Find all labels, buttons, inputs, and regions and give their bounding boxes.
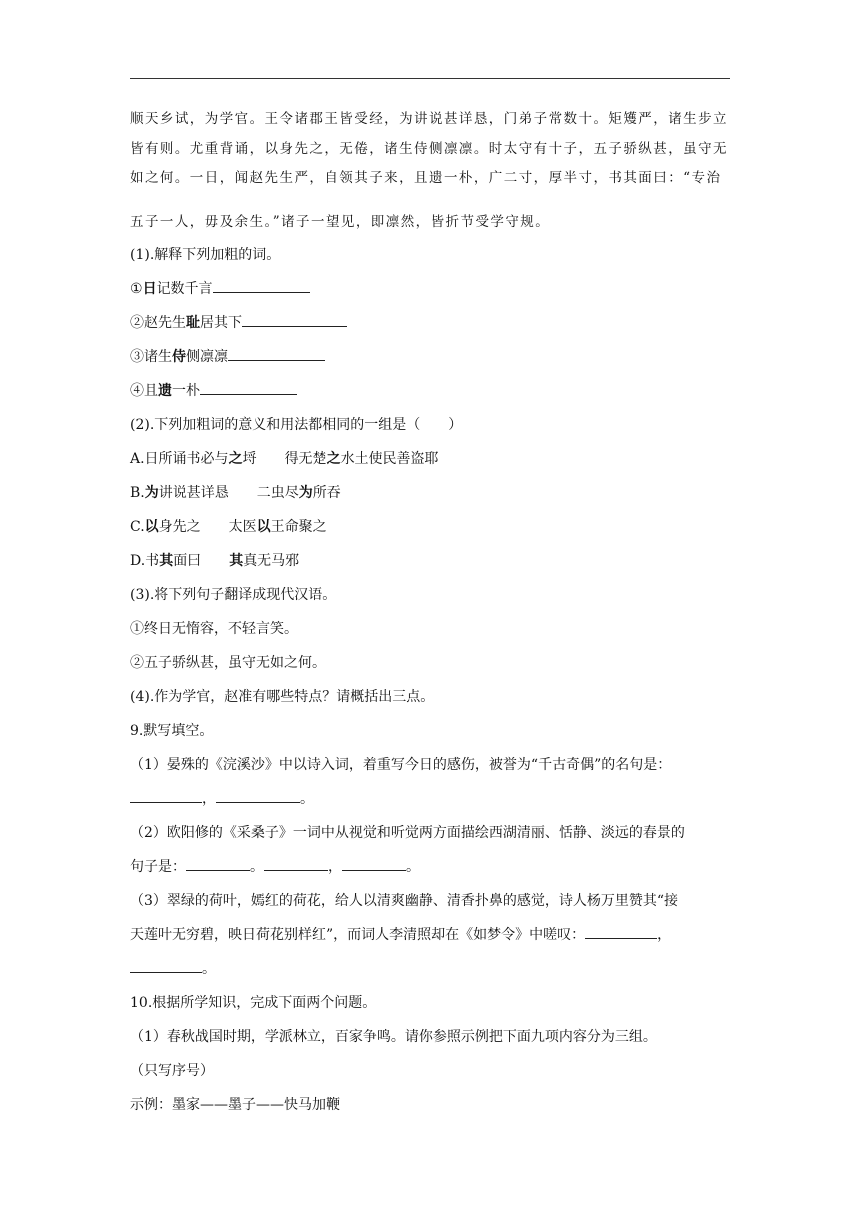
q9-part3-line2: 天莲叶无穷碧，映日荷花别样红”，而词人李清照却在《如梦令》中嗟叹： ， <box>130 927 672 943</box>
answer-blank[interactable] <box>200 382 297 395</box>
q1-item: ④且遗一朴 <box>130 382 730 400</box>
q9-part1-answers: ， 。 <box>130 790 730 808</box>
answer-blank[interactable] <box>342 858 406 871</box>
q2-option-c[interactable]: C.以身先之 太医以王命聚之 <box>130 519 327 535</box>
q10-note: （只写序号） <box>130 1063 214 1079</box>
passage-line: 五子一人，毋及余生。”诸子一望见，即凛然，皆折节受学守规。 <box>130 214 551 230</box>
answer-blank[interactable] <box>186 858 250 871</box>
q9-part2: （2）欧阳修的《采桑子》一词中从视觉和听觉两方面描绘西湖清丽、恬静、淡远的春景的 <box>130 825 685 841</box>
answer-blank[interactable] <box>130 790 202 803</box>
passage-line: 顺天乡试，为学官。王令诸郡王皆受经，为讲说甚详恳，门弟子常数十。矩矱严，诸生步立 <box>130 111 728 127</box>
q1-item: ③诸生侍侧凛凛 <box>130 348 730 366</box>
q2-option-b[interactable]: B.为讲说甚详恳 二虫尽为所吞 <box>130 485 341 501</box>
answer-blank[interactable] <box>213 280 310 293</box>
q10-title: 10.根据所学知识，完成下面两个问题。 <box>130 995 377 1011</box>
q9-part2-answers: 句子是： 。 ， 。 <box>130 859 420 875</box>
q10-example: 示例：墨家——墨子——快马加鞭 <box>130 1097 340 1113</box>
q1-title: (1).解释下列加粗的词。 <box>130 247 281 263</box>
q3-item: ①终日无惰容，不轻言笑。 <box>130 621 298 637</box>
answer-blank[interactable] <box>585 926 657 939</box>
answer-blank[interactable] <box>264 858 328 871</box>
q9-title: 9.默写填空。 <box>130 723 214 739</box>
q10-part1: （1）春秋战国时期，学派林立，百家争鸣。请你参照示例把下面九项内容分为三组。 <box>130 1029 657 1045</box>
q9-part3-answers: 。 <box>130 960 730 978</box>
q1-item: ①日记数千言 <box>130 280 730 298</box>
answer-blank[interactable] <box>228 348 325 361</box>
q3-title: (3).将下列句子翻译成现代汉语。 <box>130 587 337 603</box>
q2-option-a[interactable]: A.日所诵书必与之埒 得无楚之水土使民善盗耶 <box>130 451 439 467</box>
q4-title: (4).作为学官，赵准有哪些特点？请概括出三点。 <box>130 689 435 705</box>
q9-part1: （1）晏殊的《浣溪沙》中以诗入词，着重写今日的感伤，被誉为“千古奇偶”的名句是： <box>130 757 672 773</box>
q9-part3: （3）翠绿的荷叶，嫣红的荷花，给人以清爽幽静、清香扑鼻的感觉，诗人杨万里赞其“接 <box>130 893 679 909</box>
answer-blank[interactable] <box>130 960 202 973</box>
q2-option-d[interactable]: D.书其面曰 其真无马邪 <box>130 553 300 569</box>
header-rule <box>130 78 730 79</box>
answer-blank[interactable] <box>242 314 347 327</box>
passage-line: 皆有则。尤重背诵，以身先之，无倦，诸生侍侧凛凛。时太守有十子，五子骄纵甚，虽守无 <box>130 141 728 157</box>
answer-blank[interactable] <box>216 790 300 803</box>
passage-line: 如之何。一日，闻赵先生严，自领其子来，且遗一朴，广二寸，厚半寸，书其面曰：“专治 <box>130 170 722 186</box>
q1-item: ②赵先生耻居其下 <box>130 314 730 332</box>
q2-title: (2).下列加粗词的意义和用法都相同的一组是（ ） <box>130 417 463 433</box>
q3-item: ②五子骄纵甚，虽守无如之何。 <box>130 655 326 671</box>
